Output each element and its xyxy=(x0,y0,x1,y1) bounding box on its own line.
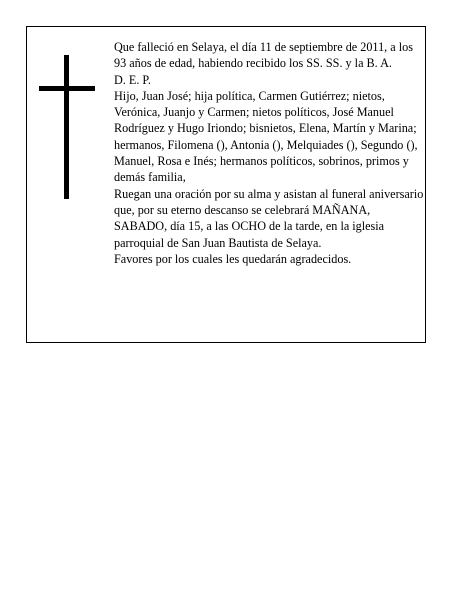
family-paragraph: Hijo, Juan José; hija política, Carmen Gutiérrez; nietos, Verónica, Juanjo y Carmen; nietos políticos, José Manuel Rodríguez y Hugo Iriondo; bisnietos, Elena, Martín y Marina; hermanos, Filomena (), Antonia (), Melquiades (), Segundo (), Manuel, Rosa e Inés; hermanos políticos, sobrinos, primos y demás familia, xyxy=(114,88,418,185)
rip-line: D. E. P. xyxy=(114,72,151,87)
cross-vertical-bar xyxy=(64,55,69,199)
funeral-paragraph: Ruegan una oración por su alma y asistan al funeral aniversario que, por su eterno descanso se celebrará MAÑANA, SABADO, día 15, a las OCHO de la tarde, en la iglesia parroquial de San Juan Bautista de Selaya. xyxy=(114,186,424,250)
notice-text xyxy=(114,39,426,267)
cross-horizontal-bar xyxy=(39,86,95,91)
obituary-notice xyxy=(26,26,426,343)
closing-line: Favores por los cuales les quedarán agradecidos. xyxy=(114,251,352,266)
intro-paragraph: Que falleció en Selaya, el día 11 de septiembre de 2011, a los 93 años de edad, habiendo recibido los SS. SS. y la B. A. xyxy=(114,40,413,71)
cross-icon xyxy=(39,55,95,199)
